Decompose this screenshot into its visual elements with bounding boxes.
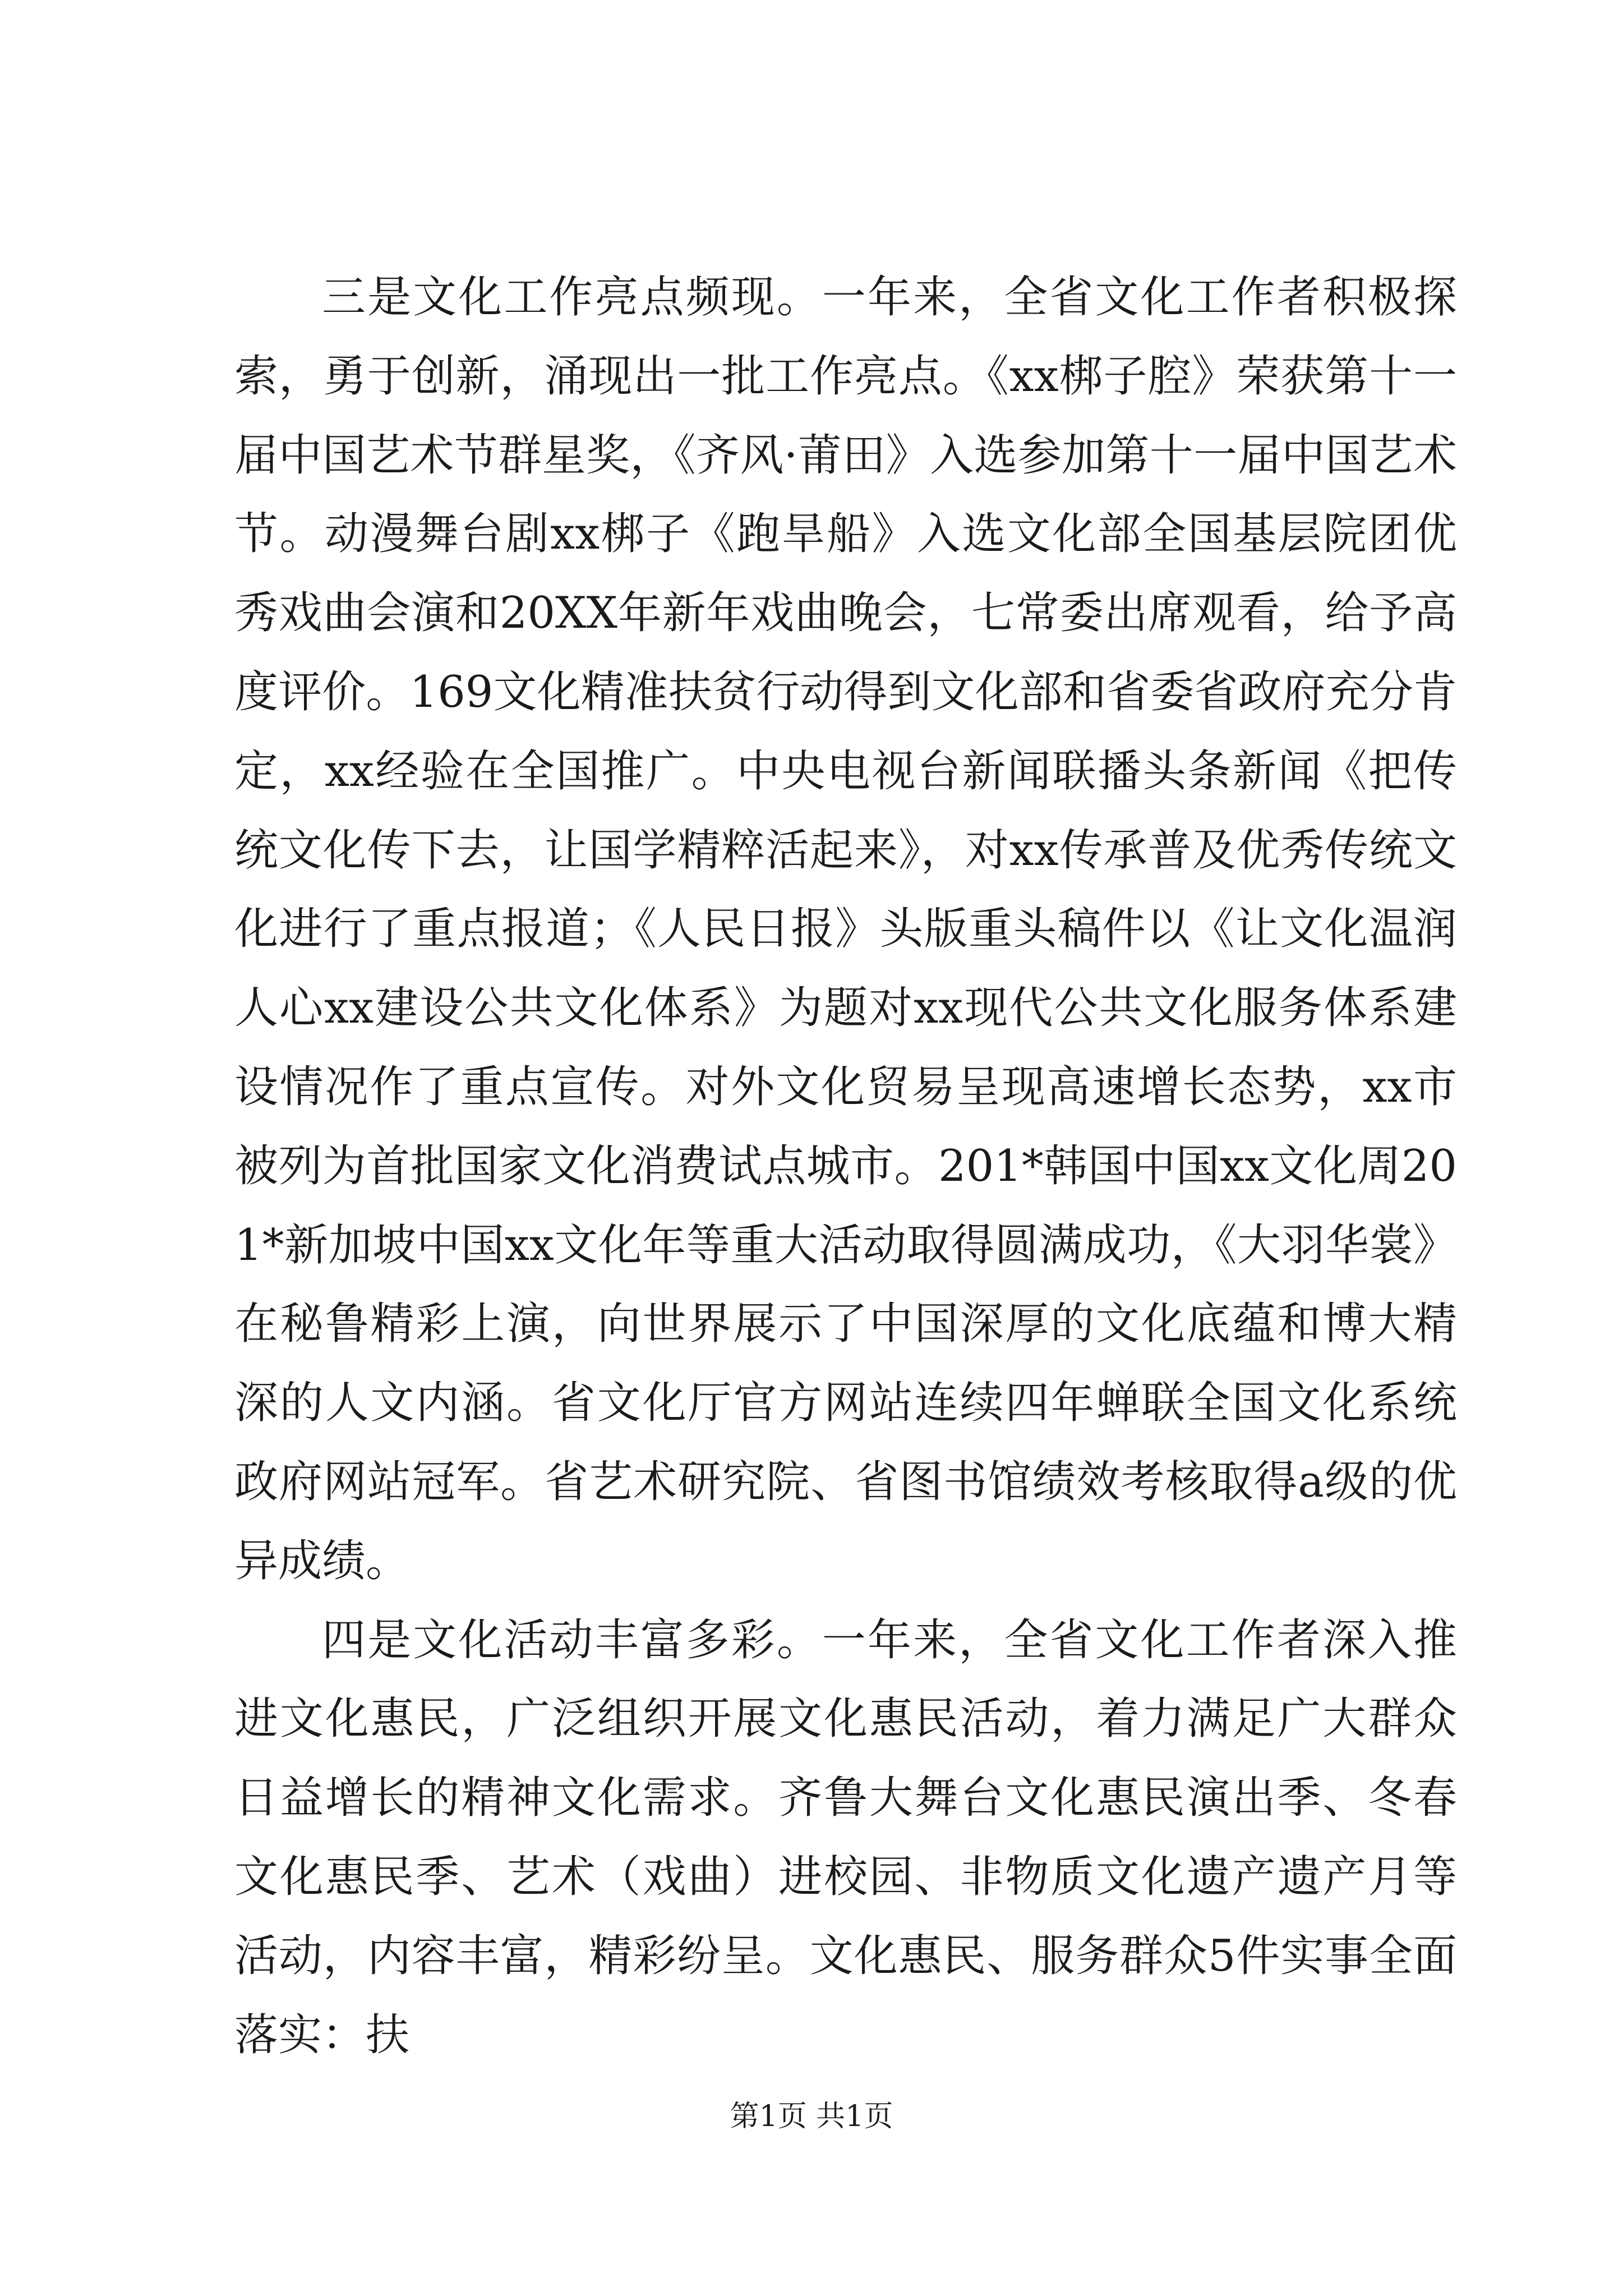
page-footer: 第1页 共1页	[730, 2100, 893, 2133]
paragraph-cultural-highlights: 三是文化工作亮点频现。一年来，全省文化工作者积极探索，勇于创新，涌现出一批工作亮点。《xx梆子腔》荣获第十一届中国艺术节群星奖，《齐风·莆田》入选参加第十一届中国艺术节。动漫舞台剧xx梆子《跑旱船》入选文化部全国基层院团优秀戏曲会演和20XX年新年戏曲晚会，七常委出席观看，给予高度评价。169文化精准扶贫行动得到文化部和省委省政府充分肯定，xx经验在全国推广。中央电视台新闻联播头条新闻《把传统文化传下去，让国学精粹活起来》，对xx传承普及优秀传统文化进行了重点报道；《人民日报》头版重头稿件以《让文化温润人心xx建设公共文化体系》为题对xx现代公共文化服务体系建设情况作了重点宣传。对外文化贸易呈现高速增长态势，xx市被列为首批国家文化消费试点城市。201*韩国中国xx文化周201*新加坡中国xx文化年等重大活动取得圆满成功，《大羽华裳》在秘鲁精彩上演，向世界展示了中国深厚的文化底蕴和博大精深的人文内涵。省文化厅官方网站连续四年蝉联全国文化系统政府网站冠军。省艺术研究院、省图书馆绩效考核取得a级的优异成绩。	[234, 272, 1457, 1586]
document-body	[234, 258, 1457, 2074]
paragraph-cultural-activities: 四是文化活动丰富多彩。一年来，全省文化工作者深入推进文化惠民，广泛组织开展文化惠民活动，着力满足广大群众日益增长的精神文化需求。齐鲁大舞台文化惠民演出季、冬春文化惠民季、艺术（戏曲）进校园、非物质文化遗产遗产月等活动，内容丰富，精彩纷呈。文化惠民、服务群众5件实事全面落实：扶	[234, 1614, 1457, 2060]
